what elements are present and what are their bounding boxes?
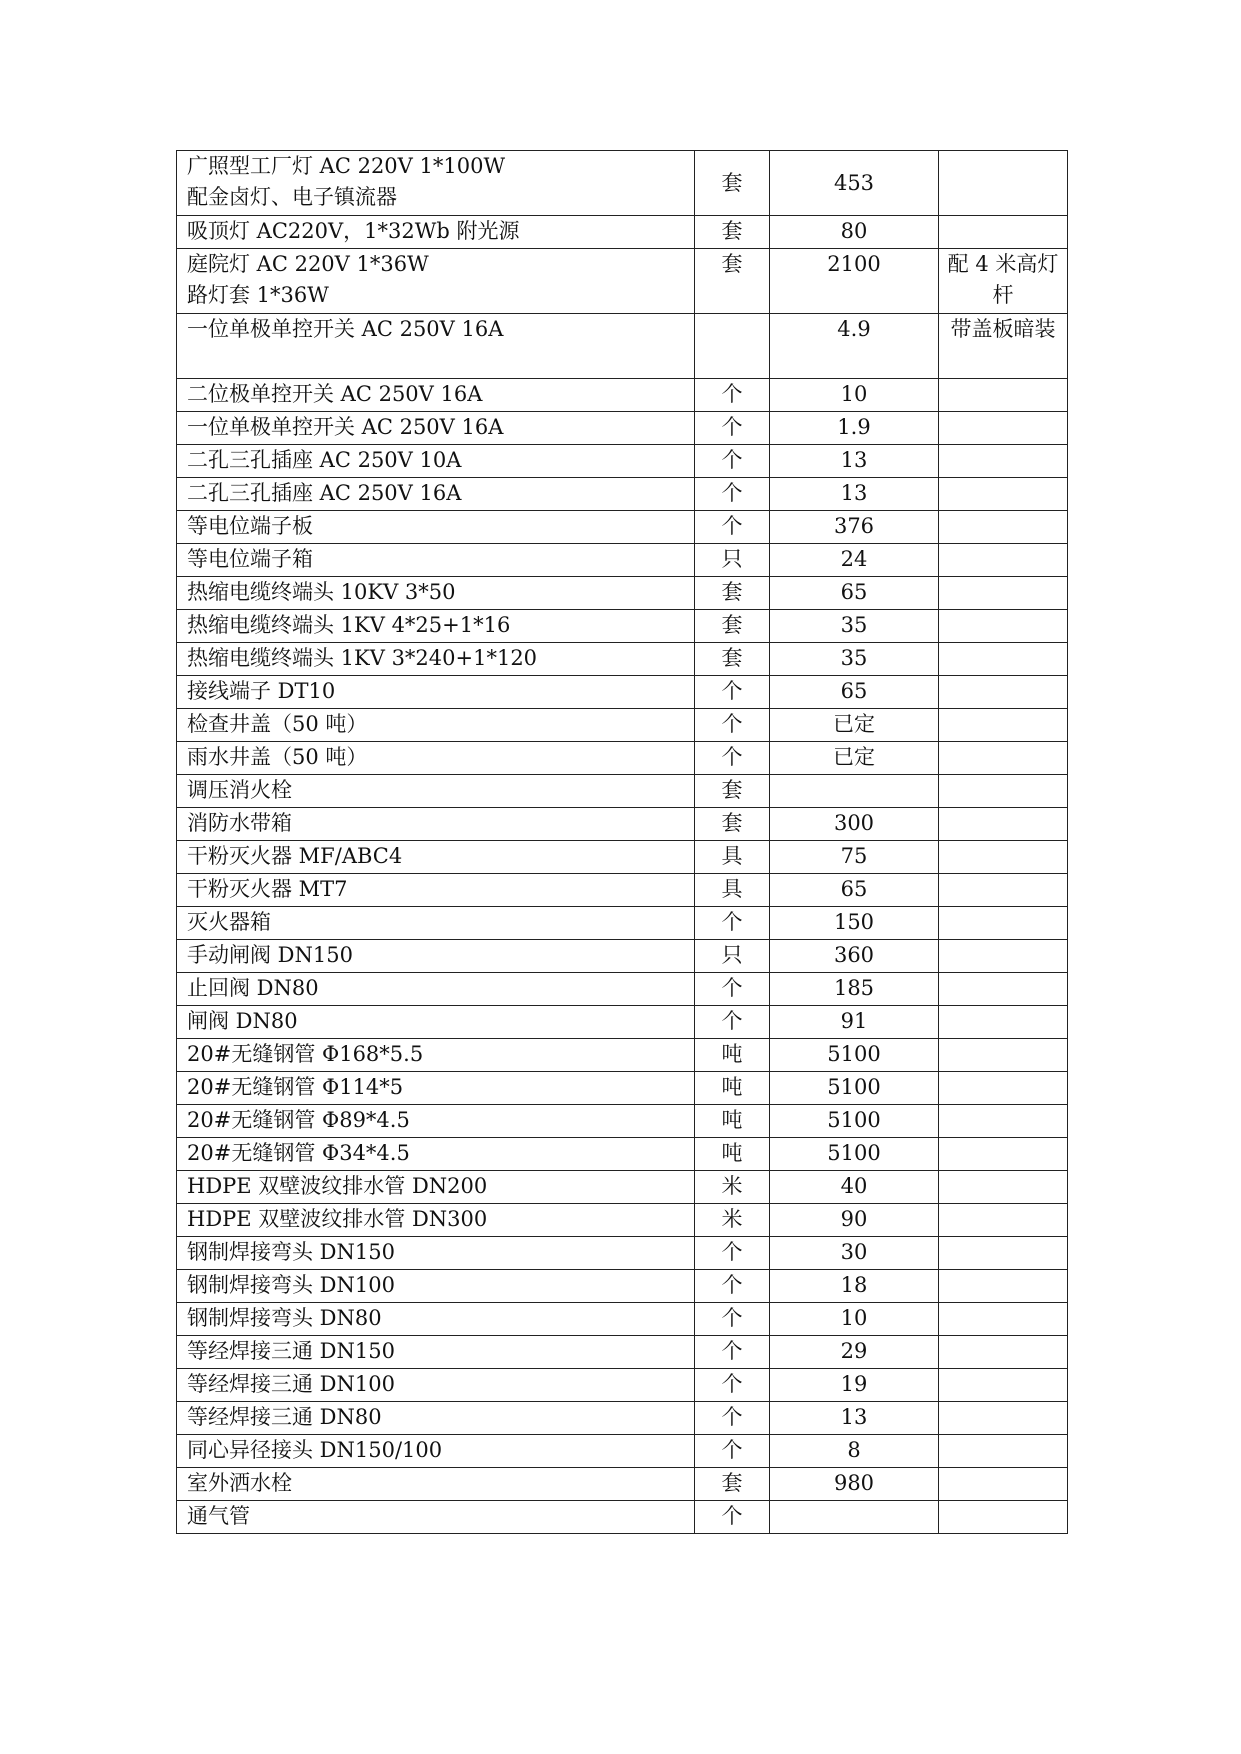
note-cell [939, 412, 1068, 445]
table-row [177, 1270, 1068, 1303]
table-row [177, 1501, 1068, 1534]
item-name-cell [177, 1171, 695, 1204]
note-cell [939, 511, 1068, 544]
table-row [177, 249, 1068, 314]
unit-cell: 米 [695, 1204, 770, 1237]
unit-cell: 个 [695, 1006, 770, 1039]
item-name-line: 雨水井盖（50 吨） [187, 745, 368, 769]
item-name-line: 二孔三孔插座 AC 250V 16A [187, 481, 462, 505]
item-name-line: 热缩电缆终端头 1KV 3*240+1*120 [187, 646, 538, 670]
quantity-cell: 1.9 [770, 412, 939, 445]
item-name-cell [177, 1336, 695, 1369]
item-name-cell [177, 216, 695, 249]
note-cell [939, 216, 1068, 249]
unit-cell: 个 [695, 1336, 770, 1369]
item-name-line: 检查井盖（50 吨） [187, 712, 368, 736]
item-name-line: 钢制焊接弯头 DN150 [187, 1240, 395, 1264]
table-row [177, 379, 1068, 412]
item-name-cell [177, 1105, 695, 1138]
table-row [177, 1138, 1068, 1171]
unit-cell: 吨 [695, 1039, 770, 1072]
unit-cell: 个 [695, 478, 770, 511]
item-name-cell [177, 314, 695, 379]
unit-cell: 套 [695, 610, 770, 643]
unit-cell [695, 314, 770, 379]
unit-cell: 个 [695, 1270, 770, 1303]
unit-cell: 吨 [695, 1105, 770, 1138]
item-name-line: 消防水带箱 [187, 811, 292, 835]
note-cell [939, 1204, 1068, 1237]
quantity-cell: 300 [770, 808, 939, 841]
quantity-cell: 10 [770, 1303, 939, 1336]
unit-cell: 个 [695, 1402, 770, 1435]
table-row [177, 1204, 1068, 1237]
note-cell [939, 742, 1068, 775]
table-row [177, 544, 1068, 577]
note-cell [939, 610, 1068, 643]
unit-cell: 具 [695, 841, 770, 874]
item-name-line: HDPE 双壁波纹排水管 DN200 [187, 1174, 488, 1198]
item-name-cell [177, 577, 695, 610]
item-name-line: 配金卤灯、电子镇流器 [187, 185, 397, 209]
item-name-cell [177, 775, 695, 808]
unit-cell: 个 [695, 1501, 770, 1534]
table-row [177, 841, 1068, 874]
unit-cell: 套 [695, 808, 770, 841]
table-row [177, 775, 1068, 808]
item-name-line: 调压消火栓 [187, 778, 292, 802]
item-name-line: 二孔三孔插座 AC 250V 10A [187, 448, 462, 472]
quantity-cell: 75 [770, 841, 939, 874]
item-name-line: 手动闸阀 DN150 [187, 943, 353, 967]
unit-cell: 个 [695, 1303, 770, 1336]
quantity-cell: 2100 [770, 249, 939, 314]
note-cell [939, 577, 1068, 610]
unit-cell: 个 [695, 742, 770, 775]
table-row [177, 1105, 1068, 1138]
item-name-line: 止回阀 DN80 [187, 976, 319, 1000]
table-row [177, 1072, 1068, 1105]
note-cell [939, 808, 1068, 841]
unit-cell: 个 [695, 907, 770, 940]
table-row [177, 314, 1068, 379]
note-cell [939, 841, 1068, 874]
quantity-cell: 80 [770, 216, 939, 249]
note-cell [939, 874, 1068, 907]
unit-cell: 具 [695, 874, 770, 907]
item-name-line: 等电位端子板 [187, 514, 313, 538]
quantity-cell: 13 [770, 445, 939, 478]
item-name-line: 20#无缝钢管 Φ168*5.5 [187, 1042, 424, 1066]
item-name-cell [177, 445, 695, 478]
table-row [177, 1171, 1068, 1204]
unit-cell: 个 [695, 676, 770, 709]
quantity-cell: 150 [770, 907, 939, 940]
item-name-line: 20#无缝钢管 Φ89*4.5 [187, 1108, 410, 1132]
item-name-line: 室外洒水栓 [187, 1471, 292, 1495]
unit-cell: 个 [695, 412, 770, 445]
quantity-cell: 已定 [770, 709, 939, 742]
item-name-line: 一位单极单控开关 AC 250V 16A [187, 415, 504, 439]
quantity-cell: 29 [770, 1336, 939, 1369]
table-row [177, 940, 1068, 973]
note-cell [939, 709, 1068, 742]
item-name-line: 同心异径接头 DN150/100 [187, 1438, 443, 1462]
unit-cell: 个 [695, 379, 770, 412]
unit-cell: 套 [695, 643, 770, 676]
unit-cell: 只 [695, 544, 770, 577]
unit-cell: 套 [695, 216, 770, 249]
note-cell [939, 1402, 1068, 1435]
table-row [177, 216, 1068, 249]
unit-cell: 个 [695, 1237, 770, 1270]
item-name-line: 等电位端子箱 [187, 547, 313, 571]
quantity-cell: 13 [770, 1402, 939, 1435]
note-cell [939, 676, 1068, 709]
item-name-line: 等经焊接三通 DN150 [187, 1339, 395, 1363]
item-name-line: 钢制焊接弯头 DN80 [187, 1306, 382, 1330]
table-row [177, 874, 1068, 907]
quantity-cell: 65 [770, 577, 939, 610]
quantity-cell: 40 [770, 1171, 939, 1204]
quantity-cell: 13 [770, 478, 939, 511]
table-row [177, 1237, 1068, 1270]
item-name-cell [177, 412, 695, 445]
unit-cell: 吨 [695, 1138, 770, 1171]
note-cell [939, 940, 1068, 973]
item-name-cell [177, 1270, 695, 1303]
item-name-line: 吸顶灯 AC220V，1*32Wb 附光源 [187, 219, 520, 243]
quantity-cell: 980 [770, 1468, 939, 1501]
item-name-cell [177, 973, 695, 1006]
item-name-cell [177, 379, 695, 412]
table-row [177, 907, 1068, 940]
unit-cell: 吨 [695, 1072, 770, 1105]
note-cell [939, 1468, 1068, 1501]
unit-cell: 套 [695, 151, 770, 216]
note-cell [939, 1501, 1068, 1534]
quantity-cell: 90 [770, 1204, 939, 1237]
item-name-cell [177, 1303, 695, 1336]
quantity-cell: 5100 [770, 1105, 939, 1138]
table-row [177, 742, 1068, 775]
item-name-line: 一位单极单控开关 AC 250V 16A [187, 317, 504, 341]
note-cell [939, 643, 1068, 676]
item-name-cell [177, 907, 695, 940]
table-row [177, 445, 1068, 478]
quantity-cell [770, 1501, 939, 1534]
note-cell [939, 1237, 1068, 1270]
item-name-line: 灭火器箱 [187, 910, 271, 934]
quantity-cell: 4.9 [770, 314, 939, 379]
item-name-cell [177, 478, 695, 511]
table-row [177, 1468, 1068, 1501]
quantity-cell: 30 [770, 1237, 939, 1270]
table-row [177, 1435, 1068, 1468]
item-name-cell [177, 940, 695, 973]
note-cell [939, 1105, 1068, 1138]
note-cell [939, 1336, 1068, 1369]
item-name-cell [177, 1204, 695, 1237]
note-cell [939, 1138, 1068, 1171]
item-name-line: 接线端子 DT10 [187, 679, 336, 703]
item-name-line: 广照型工厂灯 AC 220V 1*100W [187, 154, 506, 178]
table-row [177, 412, 1068, 445]
item-name-line: 20#无缝钢管 Φ114*5 [187, 1075, 404, 1099]
item-name-line: 等经焊接三通 DN100 [187, 1372, 395, 1396]
table-row [177, 808, 1068, 841]
item-name-cell [177, 1435, 695, 1468]
item-name-line: 20#无缝钢管 Φ34*4.5 [187, 1141, 410, 1165]
quantity-cell: 453 [770, 151, 939, 216]
unit-cell: 套 [695, 775, 770, 808]
item-name-cell [177, 1072, 695, 1105]
item-name-cell [177, 1369, 695, 1402]
item-name-cell [177, 1468, 695, 1501]
item-name-cell [177, 841, 695, 874]
item-name-line: 路灯套 1*36W [187, 283, 329, 307]
note-cell: 带盖板暗装 [939, 314, 1068, 379]
quantity-cell: 65 [770, 676, 939, 709]
item-name-cell [177, 1501, 695, 1534]
item-name-cell [177, 1402, 695, 1435]
note-cell [939, 1369, 1068, 1402]
item-name-line: 干粉灭火器 MT7 [187, 877, 348, 901]
unit-cell: 个 [695, 1435, 770, 1468]
table-row [177, 151, 1068, 216]
note-cell [939, 1171, 1068, 1204]
item-name-line: 干粉灭火器 MF/ABC4 [187, 844, 403, 868]
item-name-cell [177, 676, 695, 709]
quantity-cell: 5100 [770, 1138, 939, 1171]
item-name-cell [177, 544, 695, 577]
note-cell [939, 1072, 1068, 1105]
item-name-cell [177, 249, 695, 314]
note-cell [939, 775, 1068, 808]
item-name-cell [177, 511, 695, 544]
item-name-cell [177, 1039, 695, 1072]
table-row [177, 511, 1068, 544]
note-cell [939, 151, 1068, 216]
item-name-line: 热缩电缆终端头 1KV 4*25+1*16 [187, 613, 511, 637]
quantity-cell: 185 [770, 973, 939, 1006]
table-row [177, 610, 1068, 643]
unit-cell: 个 [695, 973, 770, 1006]
materials-table-body [177, 151, 1068, 1534]
item-name-cell [177, 1006, 695, 1039]
unit-cell: 米 [695, 1171, 770, 1204]
note-cell [939, 1303, 1068, 1336]
note-cell [939, 1006, 1068, 1039]
unit-cell: 个 [695, 709, 770, 742]
table-row [177, 973, 1068, 1006]
quantity-cell: 360 [770, 940, 939, 973]
item-name-line: 热缩电缆终端头 10KV 3*50 [187, 580, 456, 604]
quantity-cell: 8 [770, 1435, 939, 1468]
table-row [177, 1336, 1068, 1369]
item-name-line: 等经焊接三通 DN80 [187, 1405, 382, 1429]
table-row [177, 478, 1068, 511]
note-cell [939, 1039, 1068, 1072]
table-row [177, 676, 1068, 709]
quantity-cell: 10 [770, 379, 939, 412]
note-cell [939, 445, 1068, 478]
quantity-cell: 376 [770, 511, 939, 544]
quantity-cell: 91 [770, 1006, 939, 1039]
unit-cell: 个 [695, 511, 770, 544]
unit-cell: 个 [695, 1369, 770, 1402]
item-name-cell [177, 643, 695, 676]
note-cell [939, 973, 1068, 1006]
item-name-line: 庭院灯 AC 220V 1*36W [187, 252, 429, 276]
item-name-cell [177, 610, 695, 643]
quantity-cell: 5100 [770, 1072, 939, 1105]
note-cell: 配 4 米高灯杆 [939, 249, 1068, 314]
quantity-cell: 19 [770, 1369, 939, 1402]
item-name-line: HDPE 双壁波纹排水管 DN300 [187, 1207, 488, 1231]
unit-cell: 个 [695, 445, 770, 478]
note-cell [939, 907, 1068, 940]
item-name-cell [177, 709, 695, 742]
quantity-cell: 18 [770, 1270, 939, 1303]
unit-cell: 套 [695, 249, 770, 314]
unit-cell: 只 [695, 940, 770, 973]
note-cell [939, 1435, 1068, 1468]
item-name-cell [177, 1138, 695, 1171]
quantity-cell: 5100 [770, 1039, 939, 1072]
note-cell [939, 478, 1068, 511]
item-name-cell [177, 808, 695, 841]
note-cell [939, 379, 1068, 412]
quantity-cell: 35 [770, 610, 939, 643]
table-row [177, 1303, 1068, 1336]
quantity-cell [770, 775, 939, 808]
materials-table [176, 150, 1068, 1534]
unit-cell: 套 [695, 577, 770, 610]
table-row [177, 1369, 1068, 1402]
item-name-cell [177, 151, 695, 216]
quantity-cell: 35 [770, 643, 939, 676]
item-name-line: 闸阀 DN80 [187, 1009, 298, 1033]
table-row [177, 1039, 1068, 1072]
table-row [177, 643, 1068, 676]
item-name-cell [177, 742, 695, 775]
quantity-cell: 24 [770, 544, 939, 577]
unit-cell: 套 [695, 1468, 770, 1501]
item-name-line: 通气管 [187, 1504, 250, 1528]
note-cell [939, 544, 1068, 577]
quantity-cell: 已定 [770, 742, 939, 775]
table-row [177, 577, 1068, 610]
item-name-cell [177, 874, 695, 907]
note-cell [939, 1270, 1068, 1303]
table-row [177, 1006, 1068, 1039]
quantity-cell: 65 [770, 874, 939, 907]
table-row [177, 709, 1068, 742]
item-name-line: 钢制焊接弯头 DN100 [187, 1273, 395, 1297]
item-name-line: 二位极单控开关 AC 250V 16A [187, 382, 483, 406]
item-name-cell [177, 1237, 695, 1270]
table-row [177, 1402, 1068, 1435]
